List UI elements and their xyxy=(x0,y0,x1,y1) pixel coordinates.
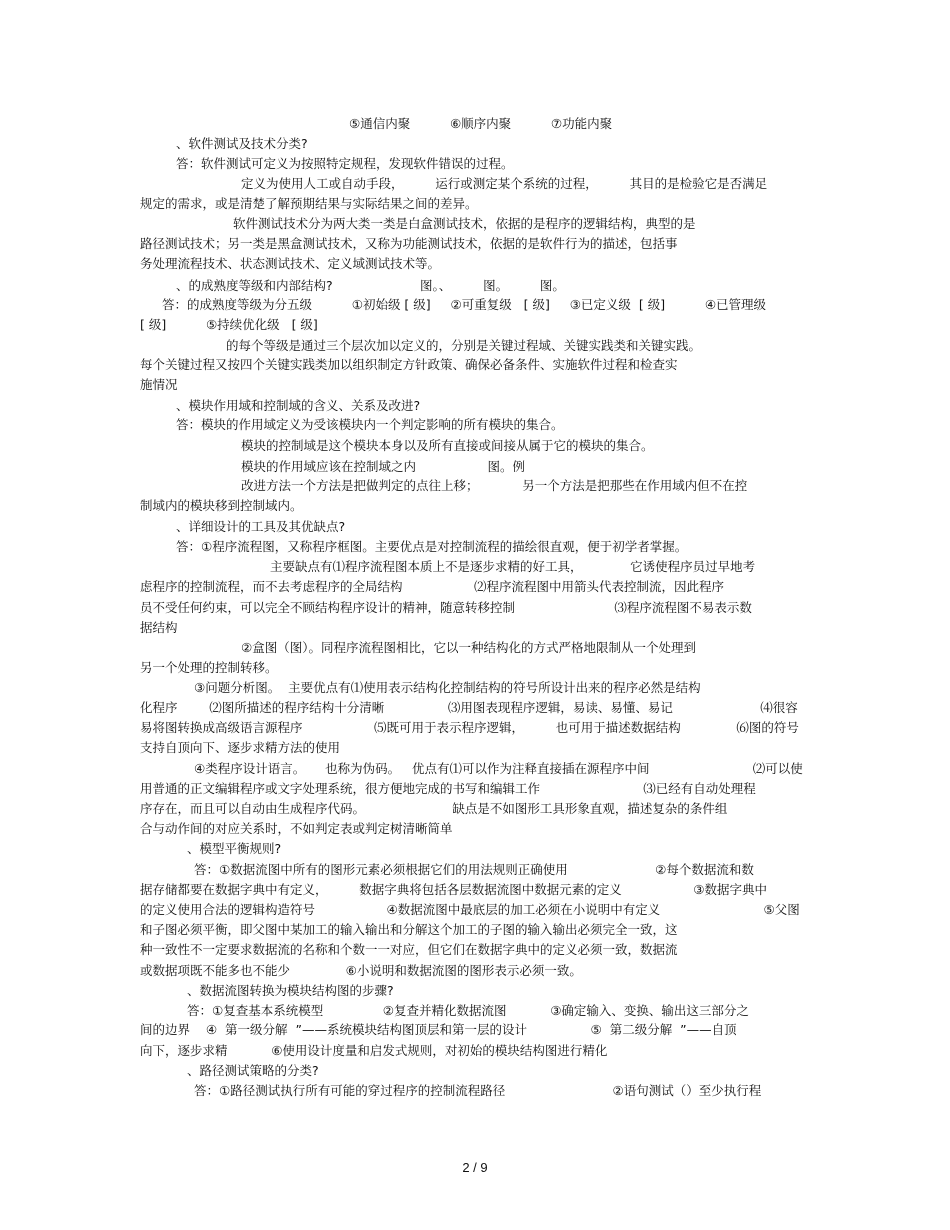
text-line: ④类程序设计语言。 也称为伪码。 优点有⑴可以作为注释直接插在源程序中间 ⑵可以使 xyxy=(194,761,803,776)
text-line: 间的边界 ④ 第一级分解 ”——系统模块结构图顶层和第一层的设计 ⑤ 第二级分解 ”——自顶 xyxy=(140,1022,737,1037)
text-line: 路径测试技术；另一类是黑盒测试技术，又称为功能测试技术，依据的是软件行为的描述，包括事 xyxy=(140,236,678,251)
page-number: 2 / 9 xyxy=(462,1160,488,1175)
text-line: 的每个等级是通过三个层次加以定义的，分别是关键过程域、关键实践类和关键实践。 xyxy=(226,338,702,353)
text-line: 、模块作用域和控制域的含义、关系及改进? xyxy=(176,398,421,413)
text-line: 、详细设计的工具及其优缺点? xyxy=(176,519,346,534)
text-line: 的定义使用合法的逻辑构造符号 ④数据流图中最底层的加工必须在小说明中有定义 ⑤父图 xyxy=(140,902,800,917)
text-line: [ 级] ⑤持续优化级 [ 级] xyxy=(140,317,318,332)
text-line: ⑤通信内聚 ⑥顺序内聚 ⑦功能内聚 xyxy=(349,116,613,131)
text-line: 据存储都要在数据字典中有定义， 数据字典将包括各层数据流图中数据元素的定义 ③数据字典中 xyxy=(140,882,768,897)
text-line: 、数据流图转换为模块结构图的步骤? xyxy=(187,983,394,998)
text-line: 化程序 ⑵图所描述的程序结构十分清晰 ⑶用图表现程序逻辑，易读、易懂、易记 ⑷很容 xyxy=(140,700,798,715)
text-line: 向下，逐步求精 ⑥使用设计度量和启发式规则，对初始的模块结构图进行精化 xyxy=(140,1043,608,1058)
text-line: 定义为使用人工或自动手段， 运行或测定某个系统的过程， 其目的是检验它是否满足 xyxy=(241,176,768,191)
text-line: 答：的成熟度等级为分五级 ①初始级 [ 级] ②可重复级 [ 级] ③已定义级 [ 级] ④已管理级 xyxy=(162,297,767,312)
text-line: 改进方法一个方法是把做判定的点往上移； 另一个方法是把那些在作用域内但不在控 xyxy=(241,478,748,493)
text-line: 模块的作用域应该在控制域之内 图。例 xyxy=(241,459,526,474)
text-line: 主要缺点有⑴程序流程图本质上不是逐步求精的好工具， 它诱使程序员过早地考 xyxy=(270,559,756,574)
text-line: 、软件测试及技术分类? xyxy=(176,136,308,151)
text-line: 答：①路径测试执行所有可能的穿过程序的控制流程路径 ②语句测试（）至少执行程 xyxy=(194,1083,762,1098)
text-line: 每个关键过程又按四个关键实践类加以组织制定方针政策、确保必备条件、实施软件过程和检查实 xyxy=(140,357,678,372)
text-line: 施情况 xyxy=(140,377,178,392)
text-line: 种一致性不一定要求数据流的名称和个数一一对应，但它们在数据字典中的定义必须一致，数据流 xyxy=(140,942,678,957)
text-line: 用普通的正文编辑程序或文字处理系统，很方便地完成的书写和编辑工作 ⑶已经有自动处理程 xyxy=(140,781,756,796)
text-line: 答：①复查基本系统模型 ②复查并精化数据流图 ③确定输入、变换、输出这三部分之 xyxy=(187,1003,749,1018)
text-line: 制域内的模块移到控制域内。 xyxy=(140,498,303,513)
text-line: 答：模块的作用域定义为受该模块内一个判定影响的所有模块的集合。 xyxy=(176,417,564,432)
text-line: 据结构 xyxy=(140,620,178,635)
text-line: 、路径测试策略的分类? xyxy=(187,1063,319,1078)
text-line: 规定的需求，或是清楚了解预期结果与实际结果之间的差异。 xyxy=(140,196,478,211)
text-line: 合与动作间的对应关系时，不如判定表或判定树清晰简单 xyxy=(140,821,453,836)
text-line: 、的成熟度等级和内部结构? 图。、 图。 图。 xyxy=(176,278,565,293)
text-line: 员不受任何约束，可以完全不顾结构程序设计的精神，随意转移控制 ⑶程序流程图不易表示数 xyxy=(140,600,752,615)
text-line: 支持自顶向下、逐步求精方法的使用 xyxy=(140,740,341,755)
text-line: 务处理流程技术、状态测试技术、定义域测试技术等。 xyxy=(140,256,441,271)
text-line: 序存在，而且可以自动由生成程序代码。 缺点是不如图形工具形象直观，描述复杂的条件组 xyxy=(140,801,728,816)
text-line: 或数据项既不能多也不能少 ⑥小说明和数据流图的图形表示必须一致。 xyxy=(140,963,582,978)
text-line: 答：①程序流程图，又称程序框图。主要优点是对控制流程的描绘很直观，便于初学者掌握。 xyxy=(176,539,688,554)
text-line: 软件测试技术分为两大类一类是白盒测试技术，依据的是程序的逻辑结构，典型的是 xyxy=(233,216,696,231)
text-line: 模块的控制域是这个模块本身以及所有直接或间接从属于它的模块的集合。 xyxy=(241,438,654,453)
text-line: 和子图必须平衡，即父图中某加工的输入输出和分解这个加工的子图的输入输出必须完全一致，这 xyxy=(140,922,678,937)
text-line: ②盒图（图）。同程序流程图相比，它以一种结构化的方式严格地限制从一个处理到 xyxy=(241,640,696,655)
text-line: ③问题分析图。 主要优点有⑴使用表示结构化控制结构的符号所设计出来的程序必然是结构 xyxy=(194,680,701,695)
text-line: 、模型平衡规则? xyxy=(187,841,282,856)
text-line: 答：①数据流图中所有的图形元素必须根据它们的用法规则正确使用 ②每个数据流和数 xyxy=(194,862,754,877)
text-line: 另一个处理的控制转移。 xyxy=(140,660,278,675)
text-line: 虑程序的控制流程，而不去考虑程序的全局结构 ⑵程序流程图中用箭头代表控制流，因此程序 xyxy=(140,579,725,594)
text-line: 答：软件测试可定义为按照特定规程，发现软件错误的过程。 xyxy=(176,156,514,171)
text-line: 易将图转换成高级语言源程序 ⑸既可用于表示程序逻辑， 也可用于描述数据结构 ⑹图的符号 xyxy=(140,720,799,735)
